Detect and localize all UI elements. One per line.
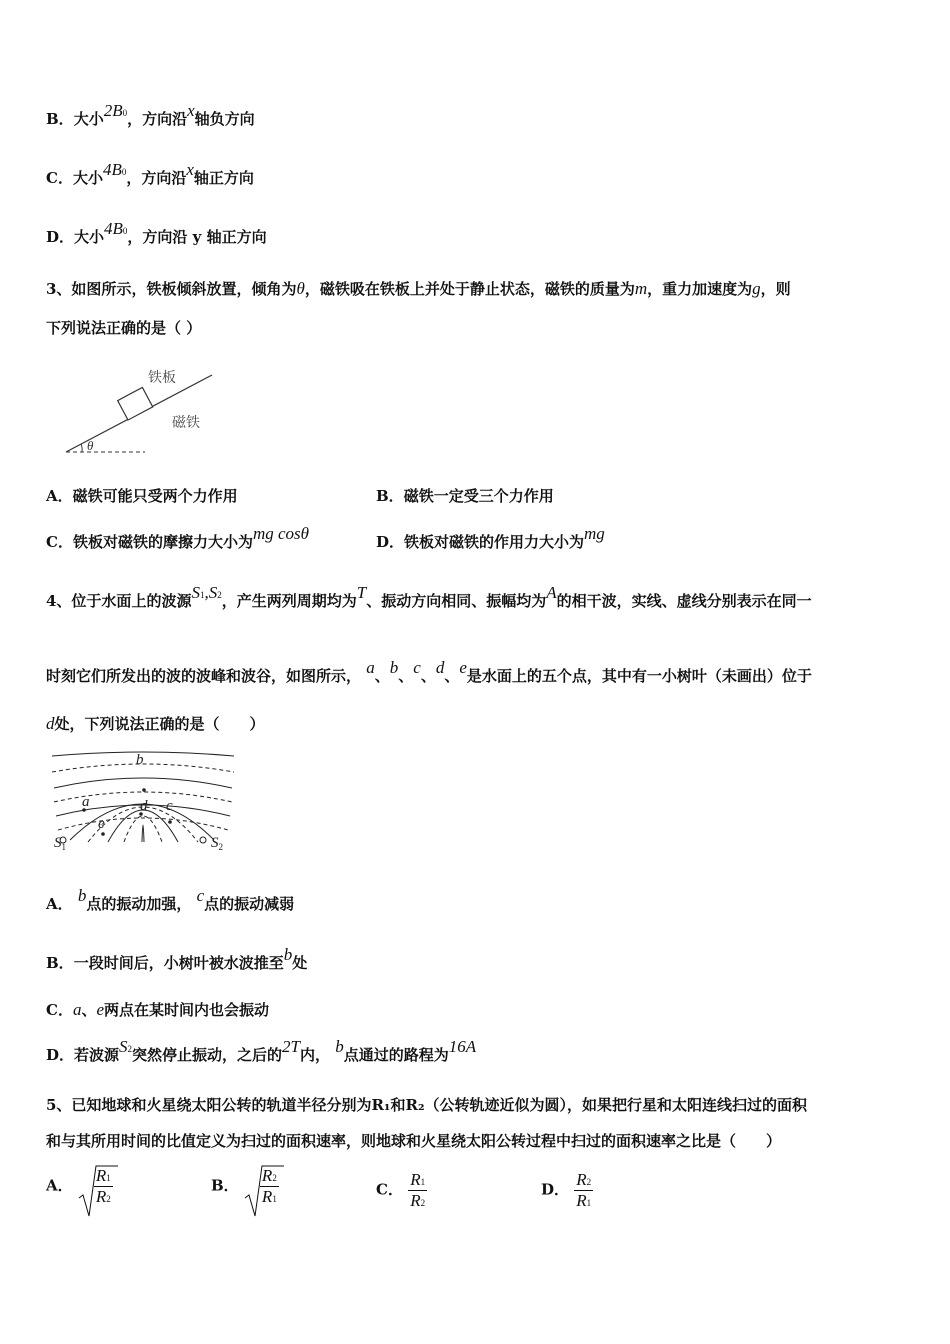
source-s2-dot (200, 837, 206, 843)
option-label: D． (46, 1046, 75, 1064)
denominator: R1 (576, 1191, 592, 1210)
label-s1: $S_1$ (54, 835, 66, 852)
angle-arc (81, 444, 82, 452)
q2-option-c[interactable] (46, 160, 254, 188)
option-label: C． (376, 1180, 403, 1199)
option-text: 轴正方向 (193, 169, 254, 187)
q4-stem-line1 (46, 583, 812, 611)
option-label: D． (46, 228, 75, 246)
stem-text: 、振动方向相同、振幅均为 (366, 592, 547, 610)
math-s: S (208, 583, 218, 602)
option-label: D． (376, 533, 405, 551)
q5-stem-line1: 5、已知地球和火星绕太阳公转的轨道半径分别为R₁和R₂（公转轨迹近似为圆），如果把行星和太阳连线扫过的面积 (46, 1096, 808, 1114)
stem-text: ，重力加速度为 (647, 280, 753, 298)
q3-option-a[interactable] (46, 485, 238, 506)
math-text: 2B (103, 101, 123, 120)
option-label: C． (46, 1001, 73, 1019)
option-text: 大小 (72, 169, 103, 187)
label-c: c (166, 798, 173, 814)
q3-option-b[interactable] (376, 485, 554, 506)
q5-stem-line2: 和与其所用时间的比值定义为扫过的面积速率，则地球和火星绕太阳公转过程中扫过的面积速率之比是（ ） (46, 1132, 782, 1150)
q4-option-c[interactable] (46, 999, 269, 1020)
point-a: a (366, 658, 375, 677)
q4-option-a[interactable] (46, 886, 295, 914)
separator: 、 (420, 667, 436, 685)
separator: 、 (81, 1001, 97, 1019)
math-sub: 0 (122, 226, 128, 236)
math-text: 4B (104, 219, 123, 238)
math-mg: mg (584, 524, 605, 543)
math-s: S (119, 1037, 128, 1056)
point-c-dot (168, 820, 172, 824)
stem-text: 4、位于水面上的波源 (46, 592, 192, 610)
option-text: ，方向沿 (127, 110, 188, 128)
magnet-block (118, 387, 153, 420)
math-s2 (119, 1037, 132, 1056)
option-label: B． (46, 110, 74, 128)
option-text: 内， (300, 1046, 331, 1064)
math-s: S (191, 583, 200, 602)
label-e: e (98, 816, 105, 832)
math-m: m (634, 279, 648, 298)
separator: 、 (398, 667, 414, 685)
point-d: d (435, 658, 445, 677)
point-c: c (413, 658, 421, 677)
q3-stem-line1 (46, 278, 791, 299)
q3-option-c[interactable] (46, 524, 310, 552)
q3-option-d[interactable] (376, 524, 605, 552)
math-16a: 16A (448, 1037, 477, 1056)
point-b-dot (142, 788, 146, 792)
q4-option-d[interactable] (46, 1037, 477, 1065)
fraction (408, 1170, 427, 1211)
separator: 、 (374, 667, 390, 685)
q2-option-d[interactable] (46, 219, 267, 247)
q4-wave-figure (48, 748, 238, 858)
q3-stem-line2: 下列说法正确的是（ ） (46, 319, 202, 337)
option-text: 点的振动减弱 (204, 895, 295, 913)
numerator: R1 (410, 1170, 426, 1189)
label-s2: $S_2$ (211, 835, 223, 852)
math-sources: S1,S2 (191, 583, 222, 602)
option-label: A． (46, 1176, 73, 1195)
sqrt-sign (78, 1166, 113, 1207)
math-a: a (72, 1000, 82, 1019)
option-text: 轴负方向 (194, 110, 255, 128)
point-d: d (46, 714, 55, 733)
q5-option-b[interactable] (211, 1166, 279, 1207)
option-label: D． (541, 1180, 570, 1199)
stem-text: ，则 (760, 280, 791, 298)
denominator: R2 (410, 1191, 426, 1210)
sqrt-sign (244, 1166, 279, 1207)
q4-stem-line2 (46, 658, 812, 686)
stem-text: 是水面上的五个点，其中有一小树叶（未画出）位于 (466, 667, 812, 685)
stem-text: 时刻它们所发出的波的波峰和波谷，如图所示， (46, 667, 362, 685)
math-sub: 2 (217, 590, 222, 600)
option-text: ，方向沿 y 轴正方向 (127, 228, 267, 246)
math-theta: θ (296, 279, 305, 298)
stem-text: 的相干波，实线、虚线分别表示在同一 (556, 592, 812, 610)
math-t: T (356, 583, 367, 602)
q2-option-b[interactable] (46, 101, 255, 129)
math-text: 4B (102, 160, 122, 179)
option-text: 若波源 (74, 1046, 120, 1064)
math-sub: 0 (121, 167, 127, 177)
stem-text: ，磁铁吸在铁板上并处于静止状态，磁铁的质量为 (304, 280, 635, 298)
math-b: b (77, 886, 87, 905)
q3-figure (60, 360, 230, 460)
q4-option-b[interactable] (46, 945, 308, 973)
option-text: 点通过的路程为 (343, 1046, 449, 1064)
radical-icon (244, 1164, 284, 1220)
option-text: 磁铁一定受三个力作用 (403, 487, 554, 505)
option-label: C． (46, 533, 73, 551)
stem-text: ，产生两列周期均为 (221, 592, 357, 610)
q4-stem-line3 (46, 713, 265, 734)
option-text: 突然停止振动，之后的 (132, 1046, 283, 1064)
math-g: g (752, 279, 761, 298)
label-d: d (140, 798, 148, 814)
option-text: 磁铁可能只受两个力作用 (72, 487, 238, 505)
numerator: R2 (261, 1166, 277, 1185)
option-label: C． (46, 169, 73, 187)
denominator: R1 (261, 1187, 277, 1206)
point-e: e (459, 658, 467, 677)
math-mgcos: mg cosθ (252, 524, 310, 543)
math-2b0 (104, 101, 127, 120)
option-text: 铁板对磁铁的摩擦力大小为 (72, 533, 253, 551)
math-b: b (283, 945, 293, 964)
denominator: R2 (95, 1187, 111, 1206)
math-x: x (187, 101, 195, 120)
plate-label: 铁板 (148, 370, 176, 386)
option-label: B． (46, 954, 74, 972)
label-a: a (82, 794, 90, 810)
option-label: B． (211, 1176, 239, 1195)
point-e-dot (101, 832, 105, 836)
math-x: x (186, 160, 194, 179)
math-e: e (96, 1000, 105, 1019)
option-text: 两点在某时间内也会振动 (104, 1001, 270, 1019)
math-b: b (335, 1037, 344, 1056)
radical-icon (78, 1164, 118, 1220)
option-text: 大小 (74, 228, 105, 246)
option-text: 铁板对磁铁的作用力大小为 (404, 533, 585, 551)
math-sub: 2 (127, 1044, 133, 1054)
fraction (574, 1170, 593, 1211)
option-text: 处 (292, 954, 308, 972)
q5-option-d[interactable] (541, 1170, 593, 1211)
separator: 、 (444, 667, 460, 685)
option-text: 大小 (73, 110, 104, 128)
option-text: 一段时间后，小树叶被水波推至 (73, 954, 284, 972)
stem-text: 3、如图所示，铁板倾斜放置，倾角为 (46, 280, 297, 298)
math-a: A (546, 583, 557, 602)
math-4b0 (104, 219, 127, 238)
stem-text: 处，下列说法正确的是（ ） (54, 715, 265, 733)
q5-option-a[interactable] (46, 1166, 113, 1207)
q5-option-c[interactable] (376, 1170, 427, 1211)
option-label: A． (46, 895, 73, 913)
math-4b0 (103, 160, 126, 179)
option-label: B． (376, 487, 404, 505)
math-2t: 2T (282, 1037, 301, 1056)
option-label: A． (46, 487, 73, 505)
math-sub: 0 (122, 108, 128, 118)
math-sub: 1 (199, 590, 205, 600)
numerator: R2 (576, 1170, 592, 1189)
math-c: c (196, 886, 205, 905)
angle-label: θ (87, 438, 94, 453)
numerator: R1 (95, 1166, 111, 1185)
option-text: 点的振动加强， (86, 895, 192, 913)
label-b: b (136, 752, 144, 768)
option-text: ，方向沿 (126, 169, 187, 187)
point-b: b (389, 658, 399, 677)
magnet-label: 磁铁 (172, 415, 200, 431)
